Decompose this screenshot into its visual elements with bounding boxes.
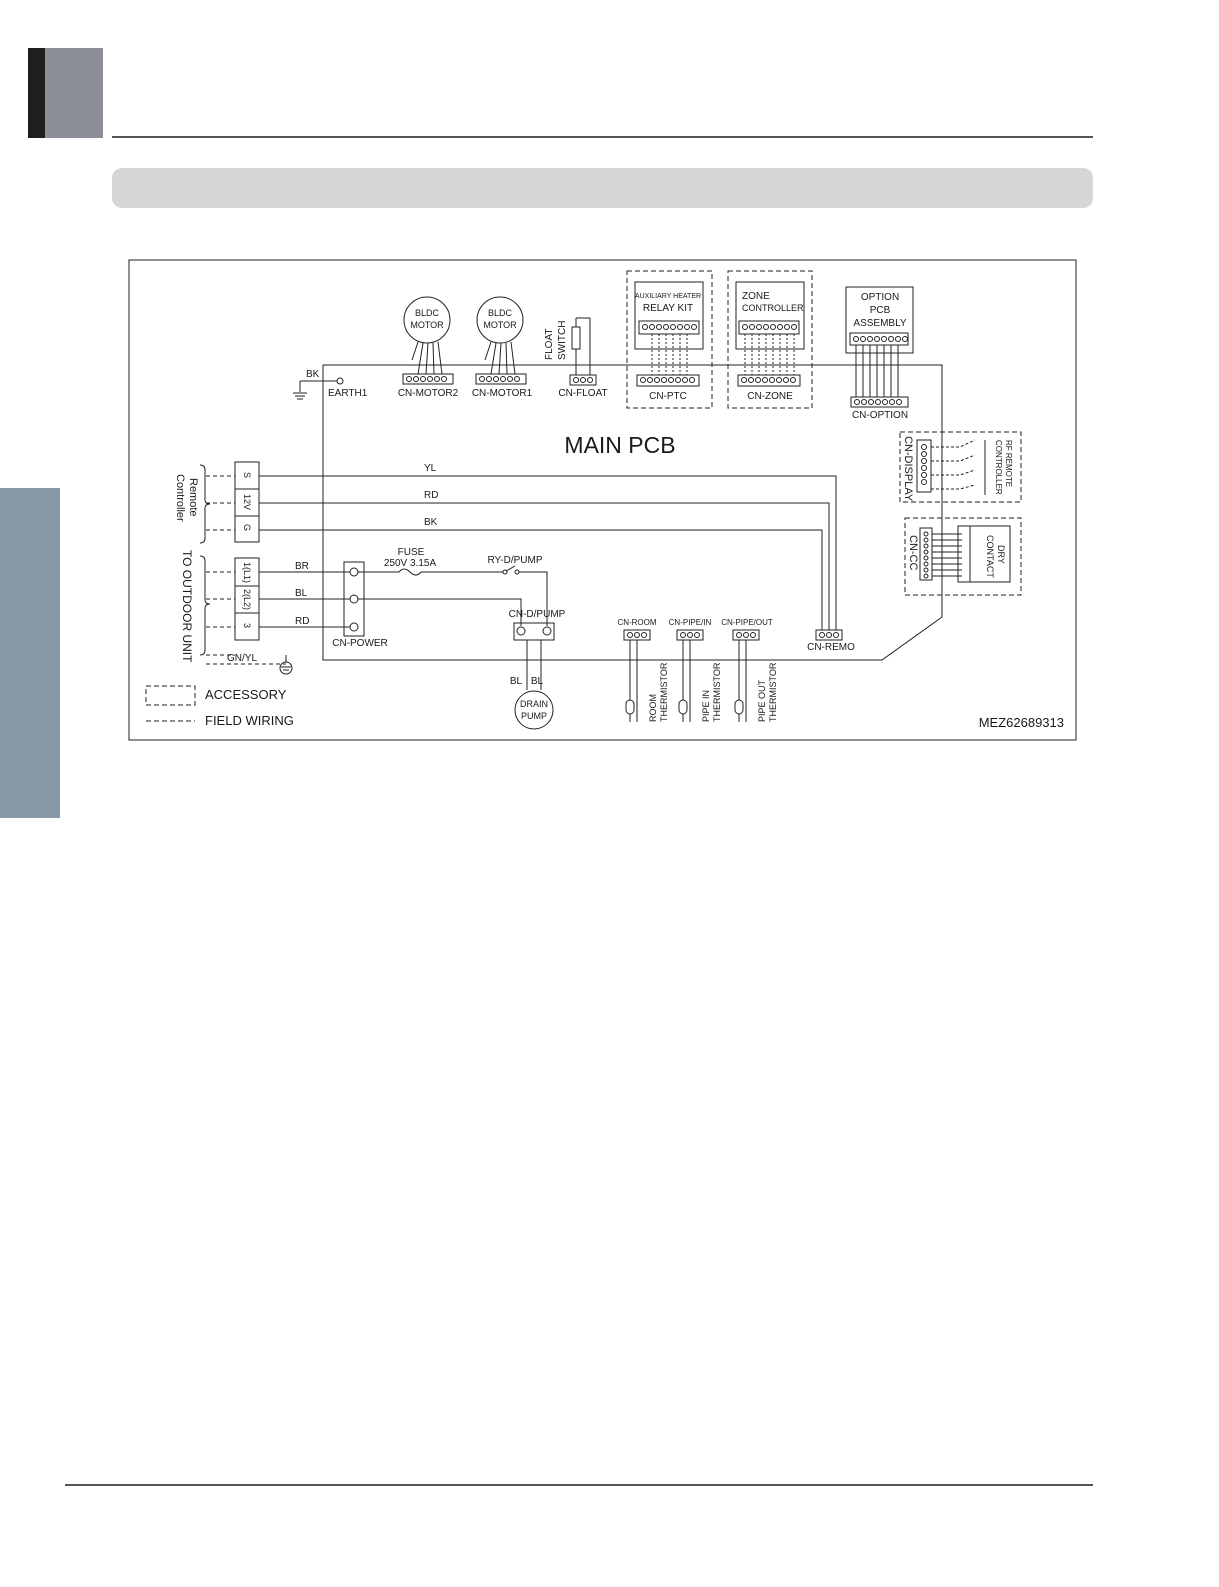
dry-line2: CONTACT	[985, 535, 995, 578]
float-line2: SWITCH	[557, 320, 568, 360]
fuse-label-2: 250V 3.15A	[383, 558, 437, 569]
room-therm-line1: ROOM	[648, 694, 658, 722]
pump-circuit	[358, 547, 566, 729]
outdoor-unit-wiring	[180, 550, 388, 674]
motor1-line2: MOTOR	[483, 320, 517, 330]
cn-cc-label: CN-CC	[907, 535, 919, 571]
option-pcb-assembly	[846, 287, 913, 421]
rf-line2: CONTROLLER	[994, 440, 1003, 495]
diagram-frame	[129, 260, 1076, 740]
cn-dpump-label: CN-D/PUMP	[508, 609, 566, 620]
terminal-l2: 2(L2)	[242, 589, 252, 611]
wire-yl: YL	[424, 463, 437, 474]
main-pcb-outline	[323, 365, 942, 660]
pipe-in-therm-line2: THERMISTOR	[712, 662, 722, 722]
cn-display-label: CN-DISPLAY	[902, 436, 914, 502]
rf-line1: RF REMOTE	[1004, 440, 1013, 488]
aux-heater-relay-kit	[627, 271, 712, 408]
drain-pump-line1: DRAIN	[519, 699, 549, 709]
dry-contact	[905, 518, 1021, 595]
aux-heater-line1: AUXILIARY HEATER	[634, 293, 702, 300]
rf-remote-controller	[900, 432, 1021, 502]
terminal-12v: 12V	[242, 494, 252, 511]
cn-motor1-label: CN-MOTOR1	[471, 388, 533, 399]
remote-label-2: Controller	[174, 474, 186, 522]
wire-rd: RD	[424, 490, 439, 501]
legend-field-wiring: FIELD WIRING	[205, 713, 294, 728]
wire-bk: BK	[424, 517, 438, 528]
pipe-out-therm-line2: THERMISTOR	[768, 662, 778, 722]
model-code: MEZ62689313	[978, 715, 1064, 730]
wire-rd-power: RD	[295, 616, 310, 627]
zone-line1: ZONE	[742, 291, 770, 302]
outdoor-label: TO OUTDOOR UNIT	[180, 550, 194, 663]
cn-float-label: CN-FLOAT	[558, 388, 608, 399]
wire-br: BR	[295, 561, 309, 572]
earth-wire-label: BK	[306, 369, 320, 380]
cn-pipe-in-label: CN-PIPE/IN	[668, 618, 712, 627]
pipe-out-thermistor	[721, 618, 778, 722]
terminal-l1: 1(L1)	[242, 562, 252, 584]
cn-power-label: CN-POWER	[332, 638, 388, 649]
terminal-g: G	[242, 524, 252, 532]
legend	[146, 686, 294, 728]
main-pcb-title: MAIN PCB	[564, 432, 676, 458]
fuse-label-1: FUSE	[397, 547, 425, 558]
cn-room-label: CN-ROOM	[617, 618, 657, 627]
bldc-motor-2	[398, 297, 459, 399]
pipe-in-thermistor	[669, 618, 722, 722]
zone-controller	[728, 271, 812, 408]
bldc-motor-1	[472, 297, 533, 399]
zone-line2: CONTROLLER	[742, 303, 804, 313]
remote-label-1: Remote	[187, 478, 199, 517]
float-switch	[544, 318, 608, 399]
earth-terminal	[293, 369, 368, 399]
cn-option-label: CN-OPTION	[851, 410, 909, 421]
earth-label: EARTH1	[328, 388, 368, 399]
float-line1: FLOAT	[544, 328, 555, 360]
drain-pump-line2: PUMP	[520, 711, 548, 721]
legend-accessory: ACCESSORY	[205, 687, 287, 702]
pump-wire-bl-left: BL	[509, 676, 523, 687]
cn-pipe-out-label: CN-PIPE/OUT	[721, 618, 773, 627]
cn-ptc-label: CN-PTC	[649, 391, 687, 402]
motor2-line1: BLDC	[414, 308, 440, 318]
aux-heater-line2: RELAY KIT	[642, 303, 694, 314]
pipe-out-therm-line1: PIPE OUT	[757, 679, 767, 722]
cn-remo-label: CN-REMO	[807, 642, 855, 653]
dry-line1: DRY	[996, 545, 1006, 564]
cn-motor2-label: CN-MOTOR2	[397, 388, 459, 399]
room-therm-line2: THERMISTOR	[659, 662, 669, 722]
cn-zone-label: CN-ZONE	[747, 391, 793, 402]
terminal-3: 3	[242, 623, 252, 629]
motor1-line1: BLDC	[487, 308, 513, 318]
ground-label: GN/YL	[227, 653, 258, 664]
terminal-s: S	[242, 472, 252, 479]
option-line2: PCB	[869, 305, 891, 316]
option-line1: OPTION	[860, 292, 900, 303]
room-thermistor	[617, 618, 669, 722]
pump-wire-bl-right: BL	[530, 676, 544, 687]
pipe-in-therm-line1: PIPE IN	[701, 689, 711, 722]
motor2-line2: MOTOR	[410, 320, 444, 330]
option-line3: ASSEMBLY	[853, 318, 907, 329]
relay-label: RY-D/PUMP	[487, 555, 543, 566]
wire-bl: BL	[295, 588, 308, 599]
